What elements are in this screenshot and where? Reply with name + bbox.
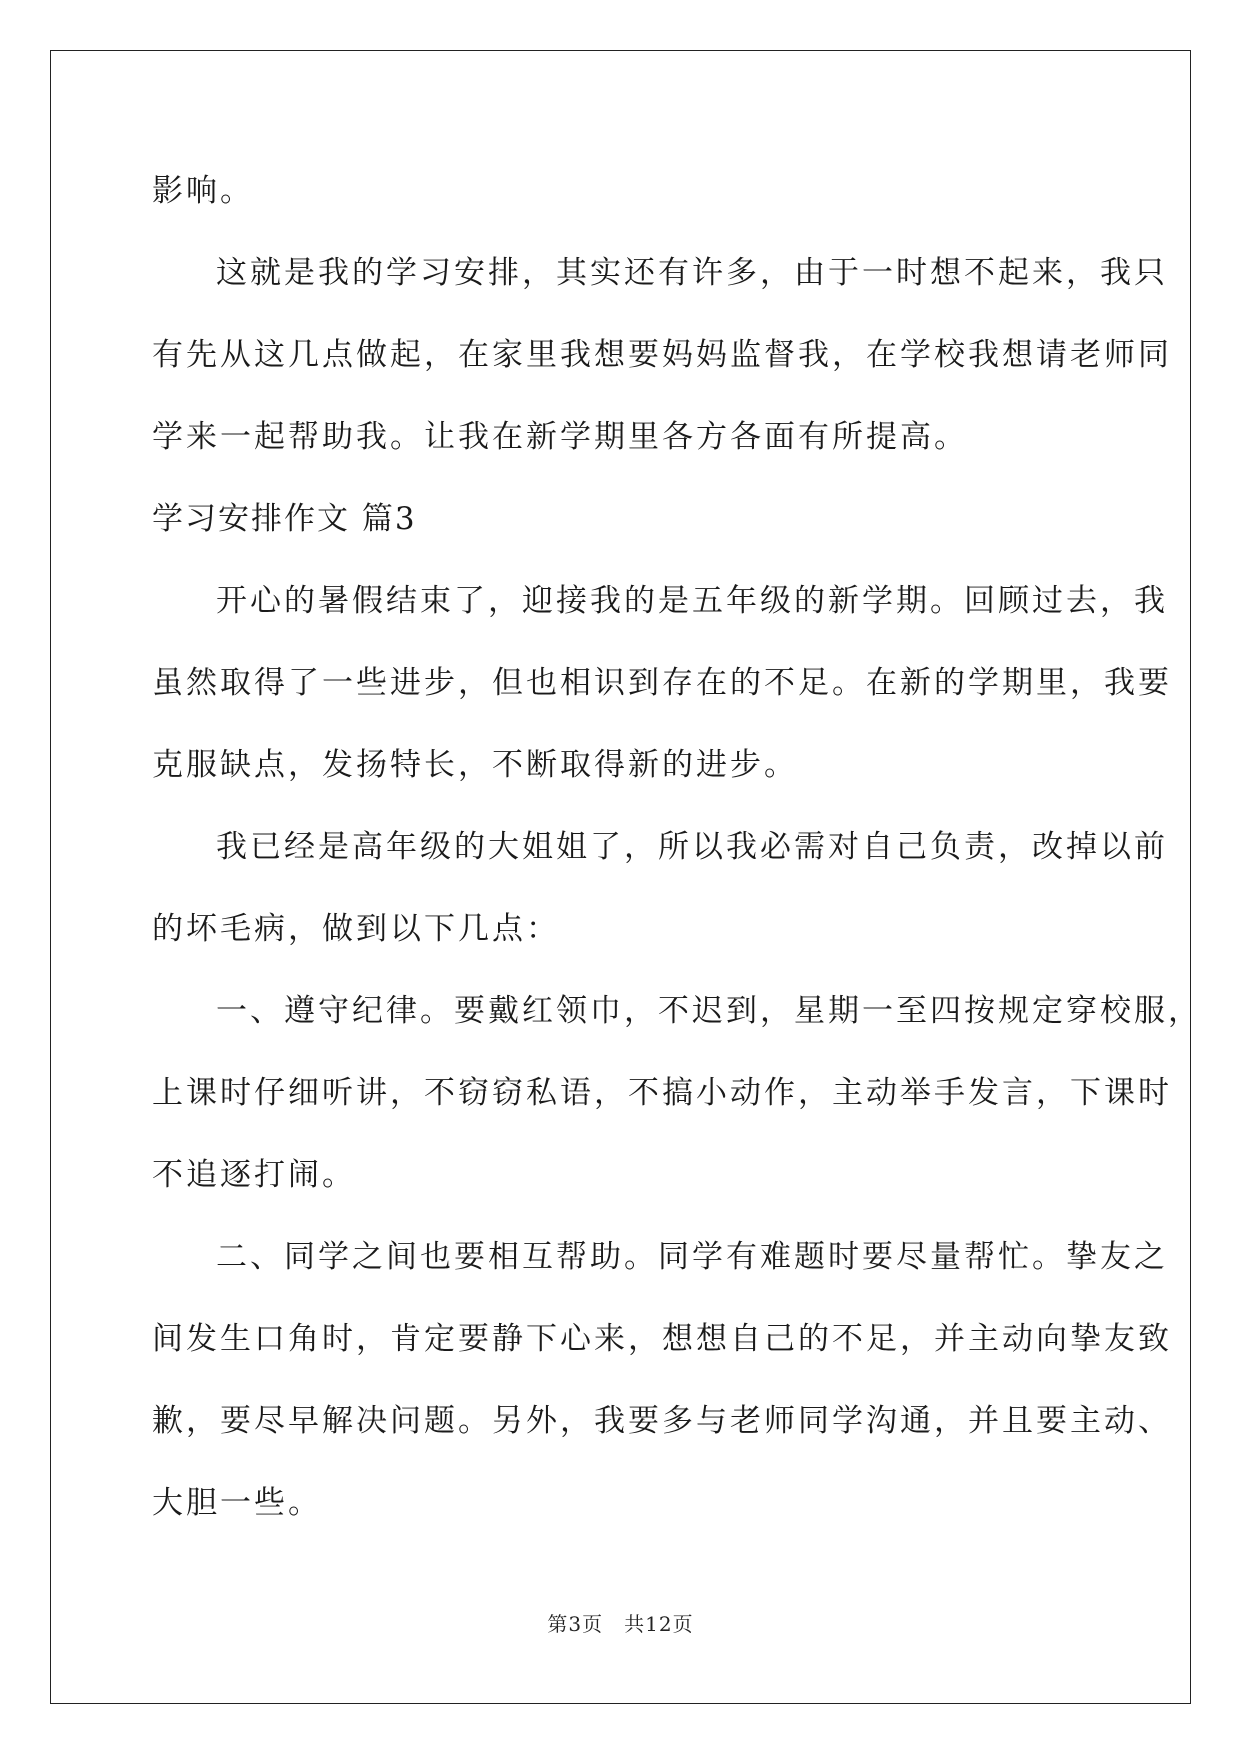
paragraph-line: 学来一起帮助我。让我在新学期里各方各面有所提高。 bbox=[152, 419, 968, 455]
paragraph-line: 影响。 bbox=[152, 173, 254, 209]
paragraph-line: 的坏毛病，做到以下几点： bbox=[152, 911, 560, 947]
paragraph-line: 大胆一些。 bbox=[152, 1485, 322, 1521]
document-body bbox=[152, 150, 1202, 1544]
page-number-footer: 第3页 共12页 bbox=[547, 1612, 694, 1636]
paragraph-line: 不追逐打闹。 bbox=[152, 1157, 356, 1193]
paragraph-line: 上课时仔细听讲，不窃窃私语，不搞小动作，主动举手发言，下课时 bbox=[152, 1075, 1172, 1111]
paragraph-line: 我已经是高年级的大姐姐了，所以我必需对自己负责，改掉以前 bbox=[216, 829, 1168, 865]
paragraph-line: 开心的暑假结束了，迎接我的是五年级的新学期。回顾过去，我 bbox=[216, 583, 1168, 619]
paragraph-line: 克服缺点，发扬特长，不断取得新的进步。 bbox=[152, 747, 798, 783]
paragraph-line: 二、同学之间也要相互帮助。同学有难题时要尽量帮忙。挚友之 bbox=[216, 1239, 1168, 1275]
paragraph-line: 这就是我的学习安排，其实还有许多，由于一时想不起来，我只 bbox=[216, 255, 1168, 291]
paragraph-line: 歉，要尽早解决问题。另外，我要多与老师同学沟通，并且要主动、 bbox=[152, 1403, 1172, 1439]
paragraph-line: 间发生口角时，肯定要静下心来，想想自己的不足，并主动向挚友致 bbox=[152, 1321, 1172, 1357]
paragraph-line: 有先从这几点做起，在家里我想要妈妈监督我，在学校我想请老师同 bbox=[152, 337, 1172, 373]
section-heading: 学习安排作文 篇3 bbox=[152, 501, 417, 537]
paragraph-line: 虽然取得了一些进步，但也相识到存在的不足。在新的学期里，我要 bbox=[152, 665, 1172, 701]
paragraph-line: 一、遵守纪律。要戴红领巾，不迟到，星期一至四按规定穿校服， bbox=[216, 993, 1202, 1029]
